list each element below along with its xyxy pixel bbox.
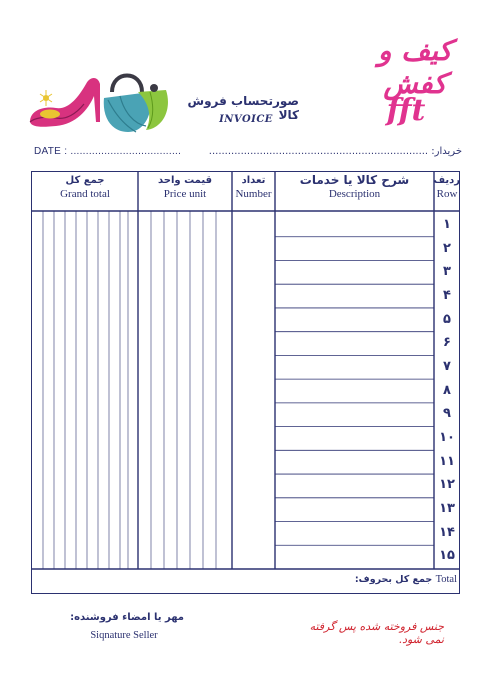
column-header-grand-total-en: Grand total [60, 188, 110, 200]
column-header-grand-total-fa: جمع کل [65, 175, 105, 186]
row-number: ۱۱ [439, 453, 455, 469]
column-header-number-fa: تعداد [241, 175, 266, 186]
row-number: ۱۵ [439, 548, 455, 564]
row-number: ۱۴ [439, 524, 455, 540]
total-label-en: Total [435, 574, 457, 585]
seller-signature-label-en: Siqnature Seller [90, 630, 158, 641]
row-number: ۱۰ [439, 430, 455, 446]
row-number: ۱۳ [439, 501, 455, 517]
column-header-row [434, 174, 460, 210]
row-number: ۴ [443, 288, 451, 303]
column-header-description-en: Description [328, 188, 381, 200]
column-header-price-unit-en: Price unit [163, 188, 207, 200]
seller-signature-label-fa: مهر یا امضاء فروشنده: [70, 612, 184, 623]
no-return-note: جنس فروخته شده پس گرفته نمی شود. [309, 620, 444, 646]
column-header-row-en: Row [436, 188, 458, 200]
date-field[interactable]: DATE : .................................... [34, 146, 182, 157]
column-header-grand-total [32, 174, 138, 210]
total-label-fa: جمع کل بحروف: [354, 574, 433, 585]
row-number: ۹ [443, 406, 451, 422]
column-header-number [232, 174, 275, 210]
invoice-title-en: INVOICE [219, 114, 273, 125]
column-header-description [275, 174, 434, 210]
row-number: ۱ [443, 217, 451, 232]
row-number: ۷ [443, 359, 451, 375]
row-number: ۳ [443, 264, 451, 280]
total-in-words-label [290, 574, 457, 585]
column-header-price-unit [138, 174, 232, 210]
column-header-number-en: Number [235, 188, 272, 200]
row-number: ۶ [443, 335, 451, 351]
row-number: ۵ [443, 311, 451, 327]
column-header-description-fa: شرح کالا یا خدمات [299, 173, 410, 187]
shop-name: کیف و کفش [377, 34, 453, 100]
invoice-title-fa: صورتحساب فروش کالا [187, 94, 299, 122]
buyer-field[interactable]: خریدار: ..................................................................... [208, 146, 462, 157]
row-number: ۱۲ [439, 477, 455, 493]
column-header-row-fa: ردیف [433, 175, 460, 186]
monogram-text: fft [386, 93, 426, 128]
column-header-price-unit-fa: قیمت واحد [157, 175, 213, 186]
row-number: ۲ [443, 240, 451, 256]
row-number: ۸ [443, 382, 451, 398]
